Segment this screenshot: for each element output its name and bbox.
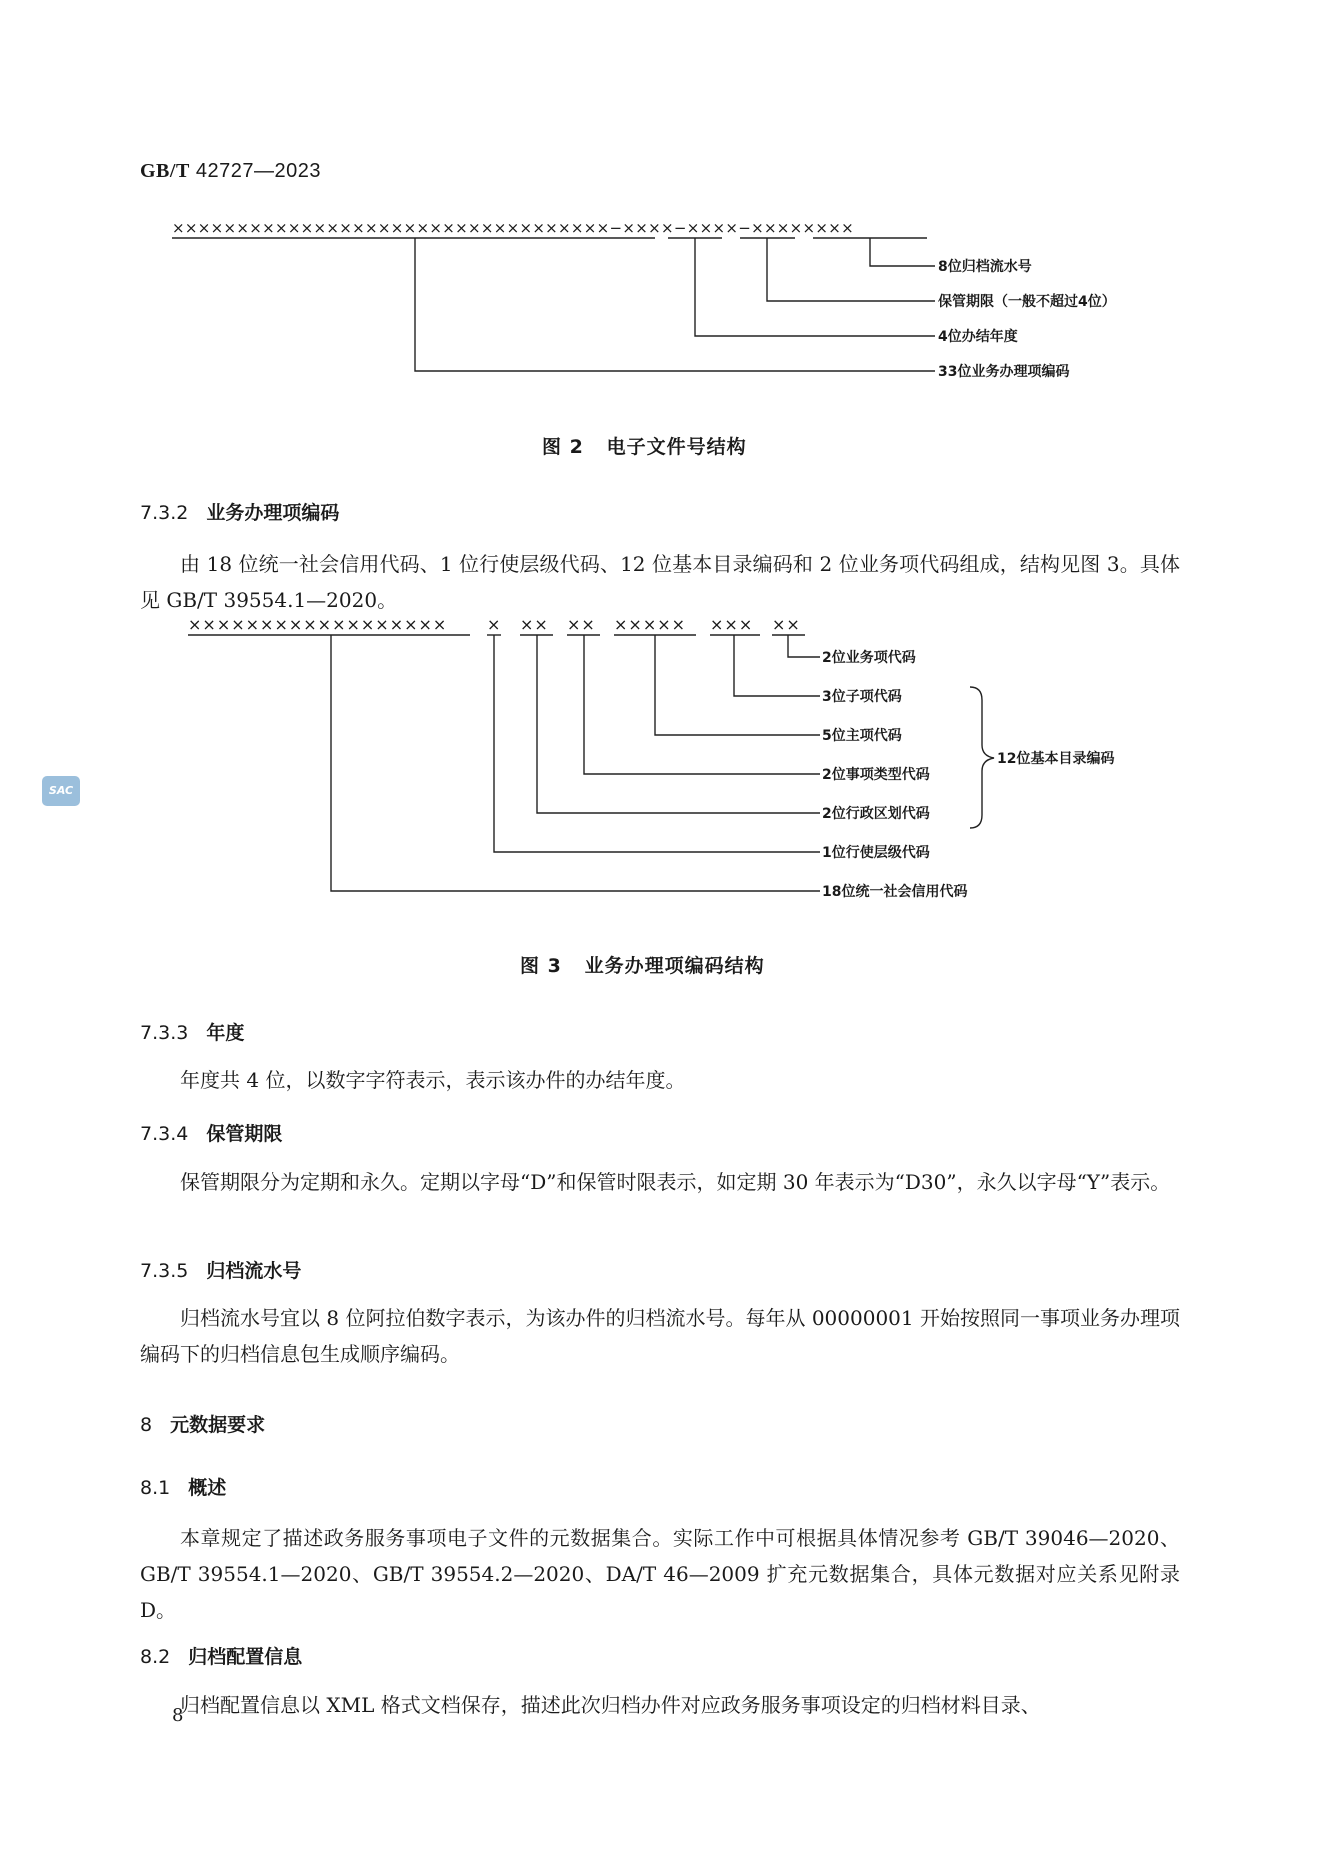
figure3-label-level: 1位行使层级代码 — [822, 845, 930, 861]
figure3-label-business: 2位业务项代码 — [822, 650, 916, 666]
section-number: 8 — [140, 1414, 153, 1436]
section-8-2-heading — [140, 1642, 302, 1669]
figure3-connectors — [0, 0, 1323, 920]
paragraph: 归档流水号宜以 8 位阿拉伯数字表示，为该办件的归档流水号。每年从 00000001 开始按照同一事项业务办理项编码下的归档信息包生成顺序编码。 — [140, 1306, 1180, 1366]
figure2-label-business-code: 33位业务办理项编码 — [938, 364, 1070, 380]
section-8-heading — [140, 1410, 265, 1437]
figure3-group-credit: ×××××××××××××××××× — [188, 615, 448, 634]
section-8-2-text — [140, 1687, 1180, 1723]
figure3-group-business: ×× — [772, 615, 801, 634]
figure3-label-sub: 3位子项代码 — [822, 689, 902, 705]
standard-number: 42727—2023 — [195, 160, 321, 182]
figure3-group-level: × — [487, 615, 502, 634]
section-7-3-5-text — [140, 1300, 1180, 1372]
section-title: 年度 — [206, 1022, 245, 1044]
section-7-3-3-text — [140, 1062, 1180, 1098]
figure2-caption: 图 2 电子文件号结构 — [542, 436, 747, 458]
section-number: 8.1 — [140, 1477, 171, 1499]
paragraph: 归档配置信息以 XML 格式文档保存，描述此次归档办件对应政务服务事项设定的归档材料目录、 — [180, 1693, 1041, 1717]
section-number: 7.3.3 — [140, 1022, 189, 1044]
section-8-1-heading — [140, 1473, 226, 1500]
section-8-1-text — [140, 1520, 1180, 1628]
figure2-structure-line: ××××××××××××××××××××××××××××××××××−××××−××××−×××××××× — [172, 219, 855, 237]
section-title: 归档配置信息 — [188, 1646, 303, 1668]
figure3-brace-label: 12位基本目录编码 — [997, 751, 1115, 767]
section-number: 8.2 — [140, 1646, 171, 1668]
figure3-label-type: 2位事项类型代码 — [822, 767, 930, 783]
sac-logo-watermark: SAC — [42, 776, 80, 806]
section-title: 概述 — [188, 1477, 227, 1499]
paragraph: 由 18 位统一社会信用代码、1 位行使层级代码、12 位基本目录编码和 2 位业务项代码组成，结构见图 3。具体见 GB/T 39554.1—2020。 — [140, 552, 1180, 612]
section-number: 7.3.4 — [140, 1123, 189, 1145]
figure3-group-main: ××××× — [614, 615, 687, 634]
section-7-3-4-heading — [140, 1119, 282, 1146]
standard-prefix: GB/T — [140, 160, 190, 182]
section-title: 元数据要求 — [170, 1414, 266, 1436]
figure2-label-year: 4位办结年度 — [938, 329, 1018, 345]
section-7-3-3-heading — [140, 1018, 244, 1045]
section-number: 7.3.2 — [140, 502, 189, 524]
section-title: 保管期限 — [206, 1123, 283, 1145]
figure3-label-credit: 18位统一社会信用代码 — [822, 884, 968, 900]
paragraph: 年度共 4 位，以数字字符表示，表示该办件的办结年度。 — [180, 1068, 686, 1092]
section-title: 业务办理项编码 — [206, 502, 340, 524]
figure3-group-type: ×× — [567, 615, 596, 634]
paragraph: 本章规定了描述政务服务事项电子文件的元数据集合。实际工作中可根据具体情况参考 GB/T 39046—2020、GB/T 39554.1—2020、GB/T 39554.2—2020、DA/T 46—2009 扩充元数据集合，具体元数据对应关系见附录 D。 — [140, 1526, 1180, 1622]
figure3-label-region: 2位行政区划代码 — [822, 806, 930, 822]
section-title: 归档流水号 — [206, 1260, 302, 1282]
page-number: 8 — [172, 1705, 184, 1726]
section-7-3-4-text — [140, 1164, 1180, 1200]
figure2-label-serial: 8位归档流水号 — [938, 259, 1032, 275]
section-7-3-5-heading — [140, 1256, 301, 1283]
figure3-caption: 图 3 业务办理项编码结构 — [520, 955, 765, 977]
section-number: 7.3.5 — [140, 1260, 189, 1282]
figure3-group-region: ×× — [520, 615, 549, 634]
figure2-label-retention: 保管期限（一般不超过4位） — [938, 294, 1116, 310]
figure3-group-sub: ××× — [710, 615, 754, 634]
paragraph: 保管期限分为定期和永久。定期以字母“D”和保管时限表示，如定期 30 年表示为“D30”，永久以字母“Y”表示。 — [180, 1170, 1171, 1194]
figure3-label-main: 5位主项代码 — [822, 728, 902, 744]
